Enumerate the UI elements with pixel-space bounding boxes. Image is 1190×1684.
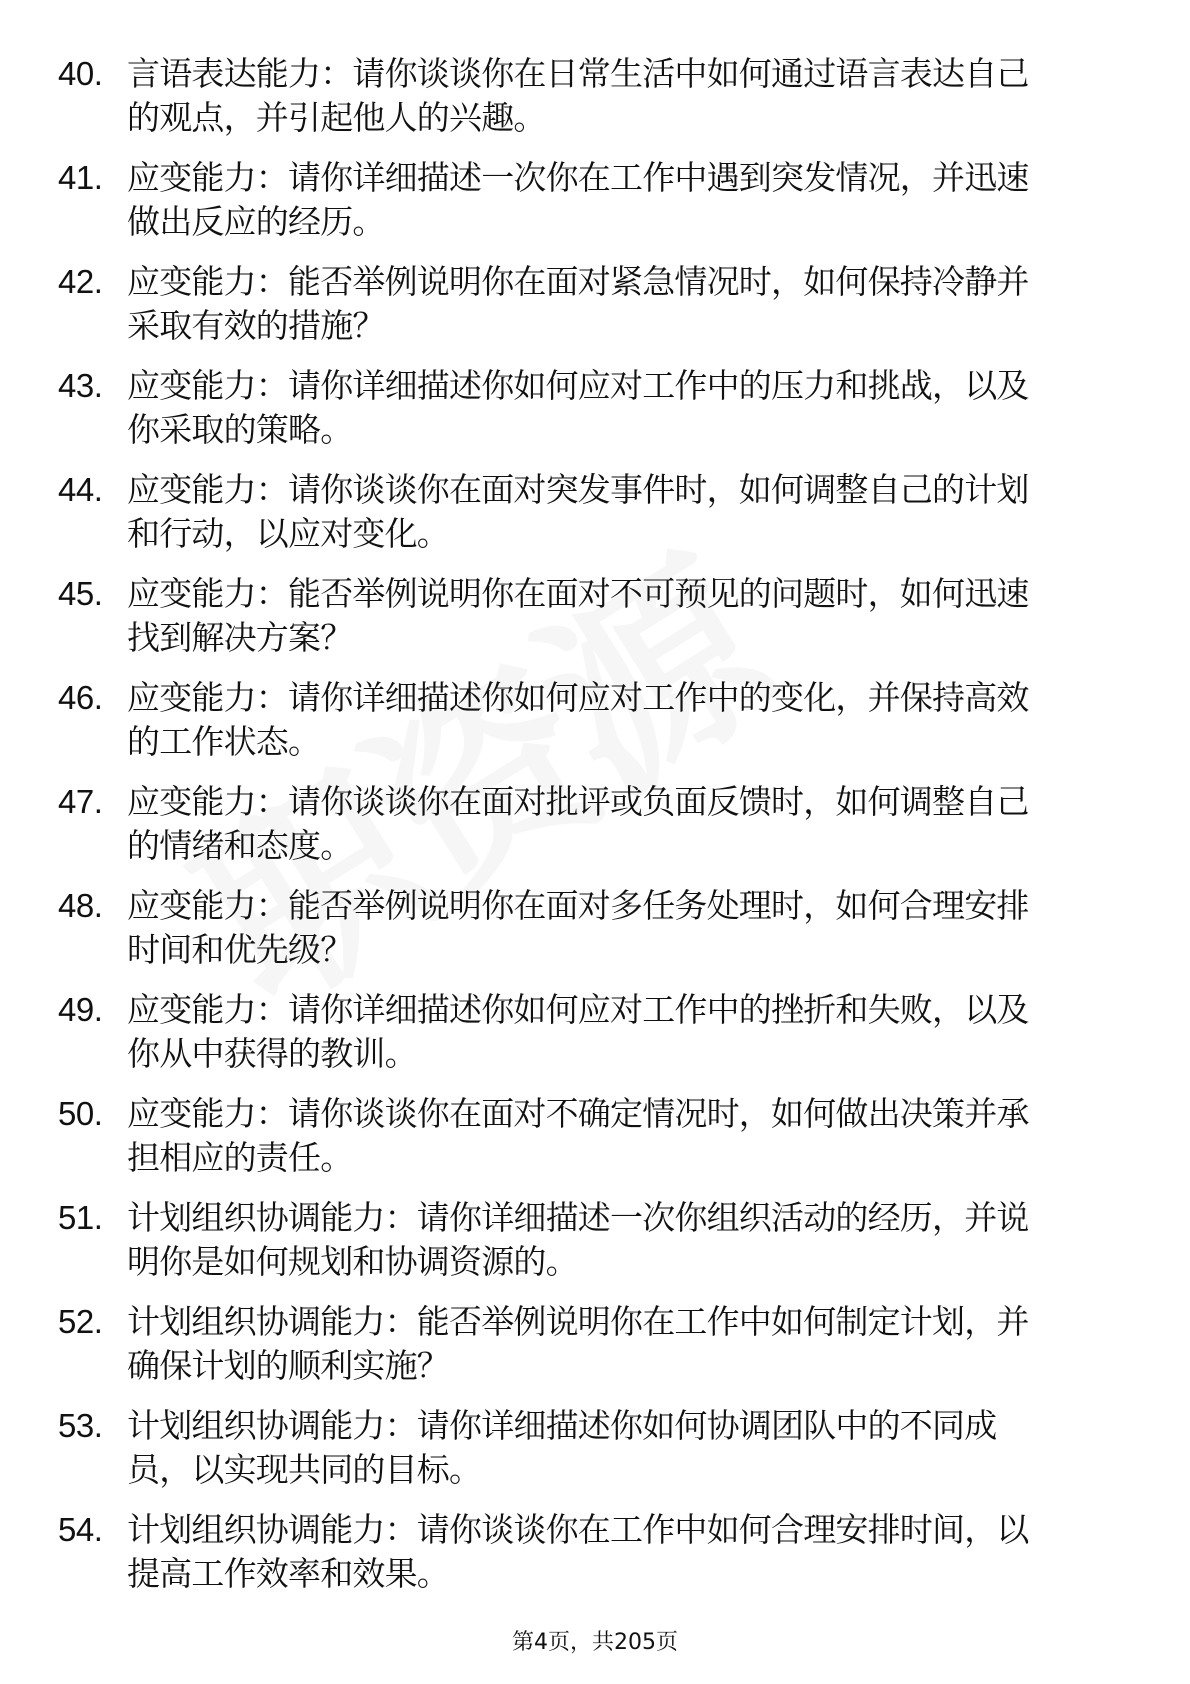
question-number: 48. xyxy=(58,887,103,924)
list-item xyxy=(0,884,1190,988)
list-item xyxy=(0,1196,1190,1300)
question-text xyxy=(127,988,1127,1076)
list-item xyxy=(0,468,1190,572)
list-item xyxy=(0,156,1190,260)
question-line: 找到解决方案？ xyxy=(127,618,353,657)
question-text xyxy=(127,156,1127,244)
question-text xyxy=(127,1196,1127,1284)
question-number: 45. xyxy=(58,575,103,612)
question-text xyxy=(127,52,1127,140)
question-line: 应变能力：请你详细描述你如何应对工作中的压力和挑战，以及 xyxy=(127,366,1029,405)
question-text xyxy=(127,572,1127,660)
question-line: 应变能力：请你详细描述一次你在工作中遇到突发情况，并迅速 xyxy=(127,158,1029,197)
question-line: 应变能力：请你谈谈你在面对突发事件时，如何调整自己的计划 xyxy=(127,470,1029,509)
question-line: 应变能力：请你谈谈你在面对批评或负面反馈时，如何调整自己 xyxy=(127,782,1029,821)
question-number: 41. xyxy=(58,159,103,196)
question-line: 提高工作效率和效果。 xyxy=(127,1554,450,1593)
question-text xyxy=(127,364,1127,452)
question-number: 53. xyxy=(58,1407,103,1444)
question-line: 应变能力：请你谈谈你在面对不确定情况时，如何做出决策并承 xyxy=(127,1094,1029,1133)
question-text xyxy=(127,1092,1127,1180)
question-number: 54. xyxy=(58,1511,103,1548)
question-text xyxy=(127,884,1127,972)
question-line: 做出反应的经历。 xyxy=(127,202,385,241)
question-number: 40. xyxy=(58,55,103,92)
question-number: 42. xyxy=(58,263,103,300)
question-list xyxy=(0,52,1190,1612)
question-text xyxy=(127,1508,1127,1596)
question-line: 和行动，以应对变化。 xyxy=(127,514,450,553)
question-number: 49. xyxy=(58,991,103,1028)
question-line: 你采取的策略。 xyxy=(127,410,353,449)
page-number-label: 第4页，共205页 xyxy=(512,1630,678,1655)
question-line: 的情绪和态度。 xyxy=(127,826,353,865)
question-line: 计划组织协调能力：能否举例说明你在工作中如何制定计划，并 xyxy=(127,1302,1029,1341)
question-line: 时间和优先级？ xyxy=(127,930,353,969)
list-item xyxy=(0,676,1190,780)
question-text xyxy=(127,676,1127,764)
question-line: 确保计划的顺利实施？ xyxy=(127,1346,450,1385)
question-number: 44. xyxy=(58,471,103,508)
question-text xyxy=(127,1404,1127,1492)
question-number: 46. xyxy=(58,679,103,716)
list-item xyxy=(0,1092,1190,1196)
question-line: 应变能力：请你详细描述你如何应对工作中的变化，并保持高效 xyxy=(127,678,1029,717)
question-line: 应变能力：能否举例说明你在面对不可预见的问题时，如何迅速 xyxy=(127,574,1029,613)
question-line: 担相应的责任。 xyxy=(127,1138,353,1177)
question-line: 你从中获得的教训。 xyxy=(127,1034,417,1073)
question-text xyxy=(127,780,1127,868)
list-item xyxy=(0,1508,1190,1612)
question-number: 50. xyxy=(58,1095,103,1132)
list-item xyxy=(0,988,1190,1092)
question-number: 52. xyxy=(58,1303,103,1340)
list-item xyxy=(0,364,1190,468)
question-line: 言语表达能力：请你谈谈你在日常生活中如何通过语言表达自己 xyxy=(127,54,1029,93)
question-line: 计划组织协调能力：请你详细描述你如何协调团队中的不同成 xyxy=(127,1406,997,1445)
list-item xyxy=(0,780,1190,884)
list-item xyxy=(0,572,1190,676)
question-number: 51. xyxy=(58,1199,103,1236)
list-item xyxy=(0,1404,1190,1508)
list-item xyxy=(0,52,1190,156)
question-number: 43. xyxy=(58,367,103,404)
question-line: 的工作状态。 xyxy=(127,722,321,761)
question-text xyxy=(127,260,1127,348)
page-footer xyxy=(0,1628,1190,1658)
question-line: 计划组织协调能力：请你谈谈你在工作中如何合理安排时间，以 xyxy=(127,1510,1029,1549)
question-line: 应变能力：能否举例说明你在面对紧急情况时，如何保持冷静并 xyxy=(127,262,1029,301)
question-line: 采取有效的措施？ xyxy=(127,306,385,345)
list-item xyxy=(0,1300,1190,1404)
question-line: 计划组织协调能力：请你详细描述一次你组织活动的经历，并说 xyxy=(127,1198,1029,1237)
question-line: 员，以实现共同的目标。 xyxy=(127,1450,482,1489)
question-line: 的观点，并引起他人的兴趣。 xyxy=(127,98,546,137)
question-line: 明你是如何规划和协调资源的。 xyxy=(127,1242,578,1281)
question-number: 47. xyxy=(58,783,103,820)
list-item xyxy=(0,260,1190,364)
question-line: 应变能力：请你详细描述你如何应对工作中的挫折和失败，以及 xyxy=(127,990,1029,1029)
question-line: 应变能力：能否举例说明你在面对多任务处理时，如何合理安排 xyxy=(127,886,1029,925)
question-text xyxy=(127,468,1127,556)
question-text xyxy=(127,1300,1127,1388)
